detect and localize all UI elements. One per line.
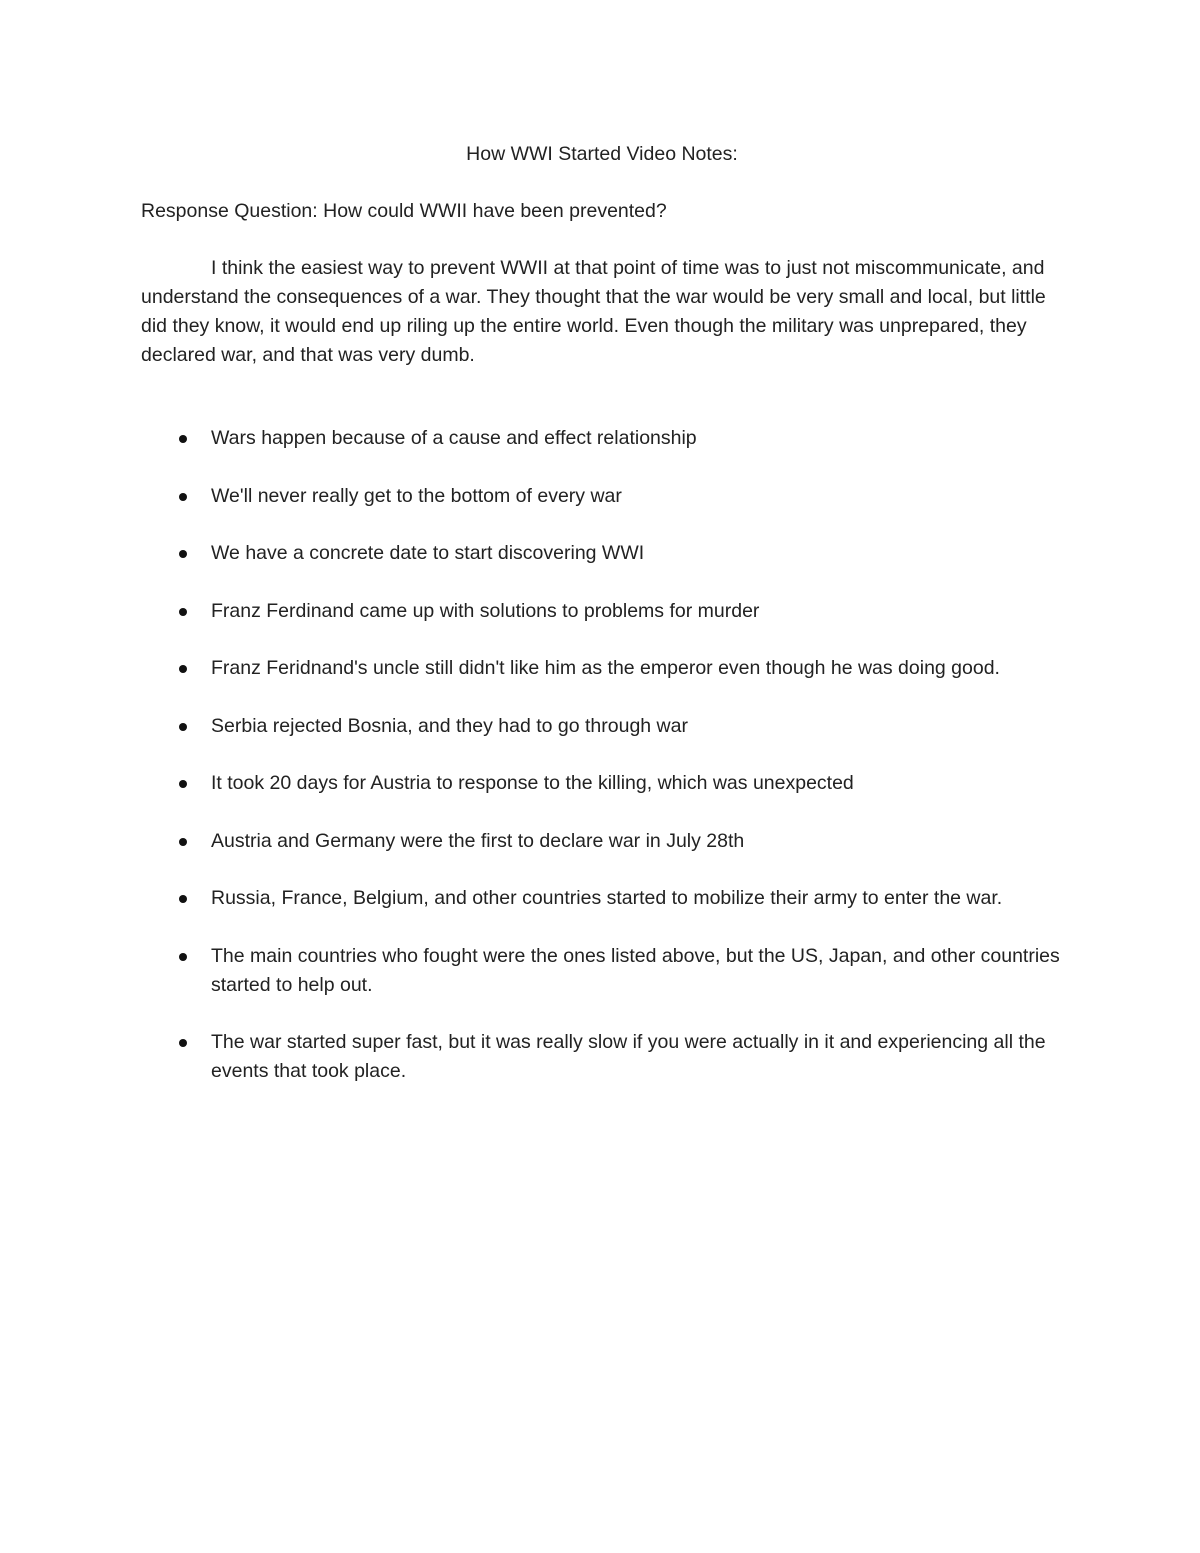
bullet-icon bbox=[179, 493, 187, 501]
bullet-icon bbox=[179, 723, 187, 731]
note-item bbox=[141, 827, 1071, 856]
note-item bbox=[141, 884, 1071, 913]
note-text: Wars happen because of a cause and effect relationship bbox=[211, 427, 697, 449]
bullet-icon bbox=[179, 838, 187, 846]
notes-list bbox=[141, 424, 1071, 1115]
note-text: We'll never really get to the bottom of every war bbox=[211, 484, 622, 507]
note-text: We have a concrete date to start discovering WWI bbox=[211, 542, 645, 564]
bullet-icon bbox=[179, 953, 187, 961]
bullet-icon bbox=[179, 435, 187, 443]
document-title: How WWI Started Video Notes: bbox=[466, 143, 738, 165]
bullet-icon bbox=[179, 780, 187, 788]
note-item bbox=[141, 712, 1071, 741]
bullet-icon bbox=[179, 895, 187, 903]
note-item bbox=[141, 597, 1071, 626]
note-text: Franz Feridnand's uncle still didn't like him as the emperor even though he was doing good. bbox=[211, 657, 1000, 679]
note-item bbox=[141, 769, 1071, 798]
note-item bbox=[141, 1028, 1071, 1086]
note-text: Franz Ferdinand came up with solutions to problems for murder bbox=[211, 599, 760, 622]
bullet-icon bbox=[179, 608, 187, 616]
note-item bbox=[141, 654, 1071, 683]
note-text: Russia, France, Belgium, and other countries started to mobilize their army to enter the war. bbox=[211, 887, 1003, 909]
response-paragraph: I think the easiest way to prevent WWII at that point of time was to just not miscommunicate, and understand the consequences of a war. They thought that the war would be very small and local, but little did they know, it would end up riling up the entire world. Even though the military was unprepared, they declared war, and that was very dumb. bbox=[141, 257, 1046, 366]
response-question: Response Question: How could WWII have been prevented? bbox=[141, 200, 667, 222]
note-text: The main countries who fought were the ones listed above, but the US, Japan, and other countries started to help out. bbox=[211, 944, 1060, 996]
bullet-icon bbox=[179, 665, 187, 673]
note-item bbox=[141, 424, 1071, 453]
note-text: It took 20 days for Austria to response to the killing, which was unexpected bbox=[211, 772, 854, 794]
note-item bbox=[141, 539, 1071, 568]
note-item bbox=[141, 482, 1071, 511]
note-text: Serbia rejected Bosnia, and they had to go through war bbox=[211, 714, 688, 737]
bullet-icon bbox=[179, 1039, 187, 1047]
note-text: The war started super fast, but it was really slow if you were actually in it and experiencing all the events that took place. bbox=[211, 1031, 1046, 1082]
note-text: Austria and Germany were the first to declare war in July 28th bbox=[211, 829, 745, 852]
bullet-icon bbox=[179, 550, 187, 558]
note-item bbox=[141, 942, 1071, 1000]
